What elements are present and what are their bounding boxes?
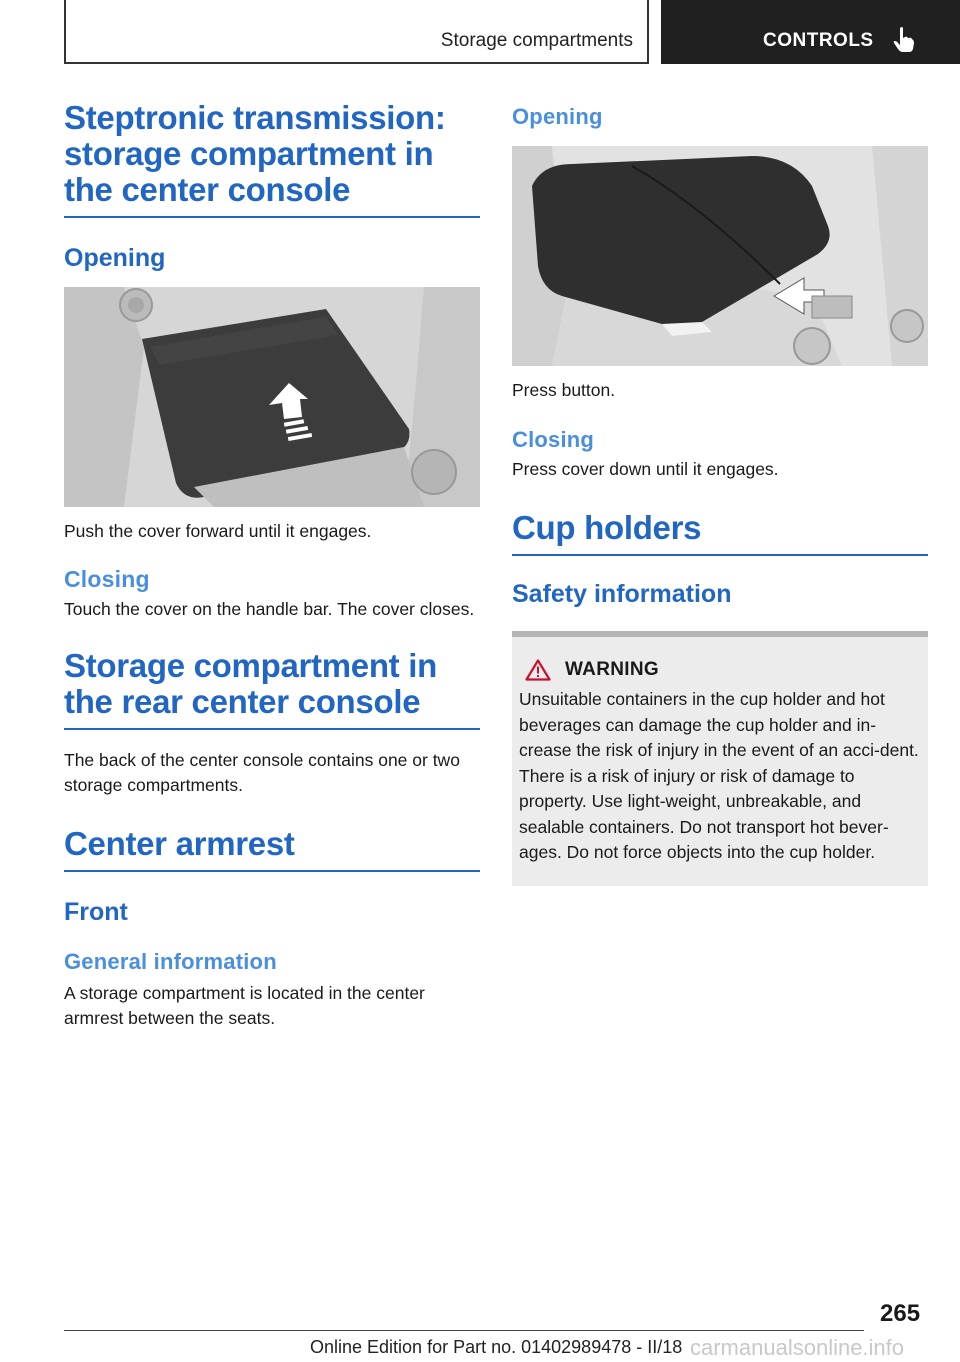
armrest-opening-instruction: Press button.	[512, 380, 616, 400]
section-title-center-armrest: Center armrest	[64, 826, 480, 872]
header-section-title: Storage compartments	[440, 30, 633, 51]
section-title-cup-holders: Cup holders	[512, 510, 928, 556]
heading-armrest-closing: Closing	[512, 427, 595, 452]
heading-general-information: General information	[64, 949, 277, 974]
warning-label: WARNING	[565, 659, 659, 680]
heading-closing: Closing	[64, 566, 150, 592]
left-column	[64, 100, 480, 1031]
center-console-illustration	[64, 287, 480, 507]
warning-box	[512, 631, 928, 886]
warning-text: Unsuitable containers in the cup holder and hot beverages can damage the cup holder and in-crease the risk of injury in the event of an acci-dent. There is a risk of injury or risk of damage to property. Use light-weight, unbreakable, and sealable containers. Do not transport hot bever-ages. Do not force objects into the cup holder.	[519, 689, 919, 862]
section-title-steptronic: Steptronic transmission: storage compartment in the center console	[64, 100, 480, 218]
closing-instruction: Touch the cover on the handle bar. The cover closes.	[64, 599, 475, 619]
armrest-image	[512, 146, 928, 366]
armrest-illustration	[512, 146, 928, 366]
center-console-image	[64, 287, 480, 507]
header-chapter-box	[661, 0, 960, 64]
footer-rule	[64, 1330, 864, 1331]
watermark: carmanualsonline.info	[690, 1335, 905, 1360]
section-title-rear-console: Storage compartment in the rear center console	[64, 648, 480, 730]
heading-opening: Opening	[64, 244, 166, 272]
right-column	[512, 100, 928, 886]
armrest-closing-instruction: Press cover down until it engages.	[512, 459, 779, 479]
warning-header	[519, 659, 922, 681]
pointing-hand-icon	[893, 26, 915, 54]
heading-safety-information: Safety information	[512, 580, 732, 608]
footer-edition: Online Edition for Part no. 01402989478 - II/18	[310, 1337, 683, 1357]
opening-instruction: Push the cover forward until it engages.	[64, 521, 372, 541]
general-information-text: A storage compartment is located in the center armrest between the seats.	[64, 983, 425, 1028]
page-number: 265	[880, 1300, 921, 1327]
header-chapter-title: CONTROLS	[763, 30, 874, 51]
heading-front: Front	[64, 898, 128, 926]
rear-console-text: The back of the center console contains one or two storage compartments.	[64, 750, 460, 795]
warning-triangle-icon	[525, 659, 551, 681]
header-section-box	[64, 0, 649, 64]
heading-armrest-opening: Opening	[512, 104, 603, 129]
